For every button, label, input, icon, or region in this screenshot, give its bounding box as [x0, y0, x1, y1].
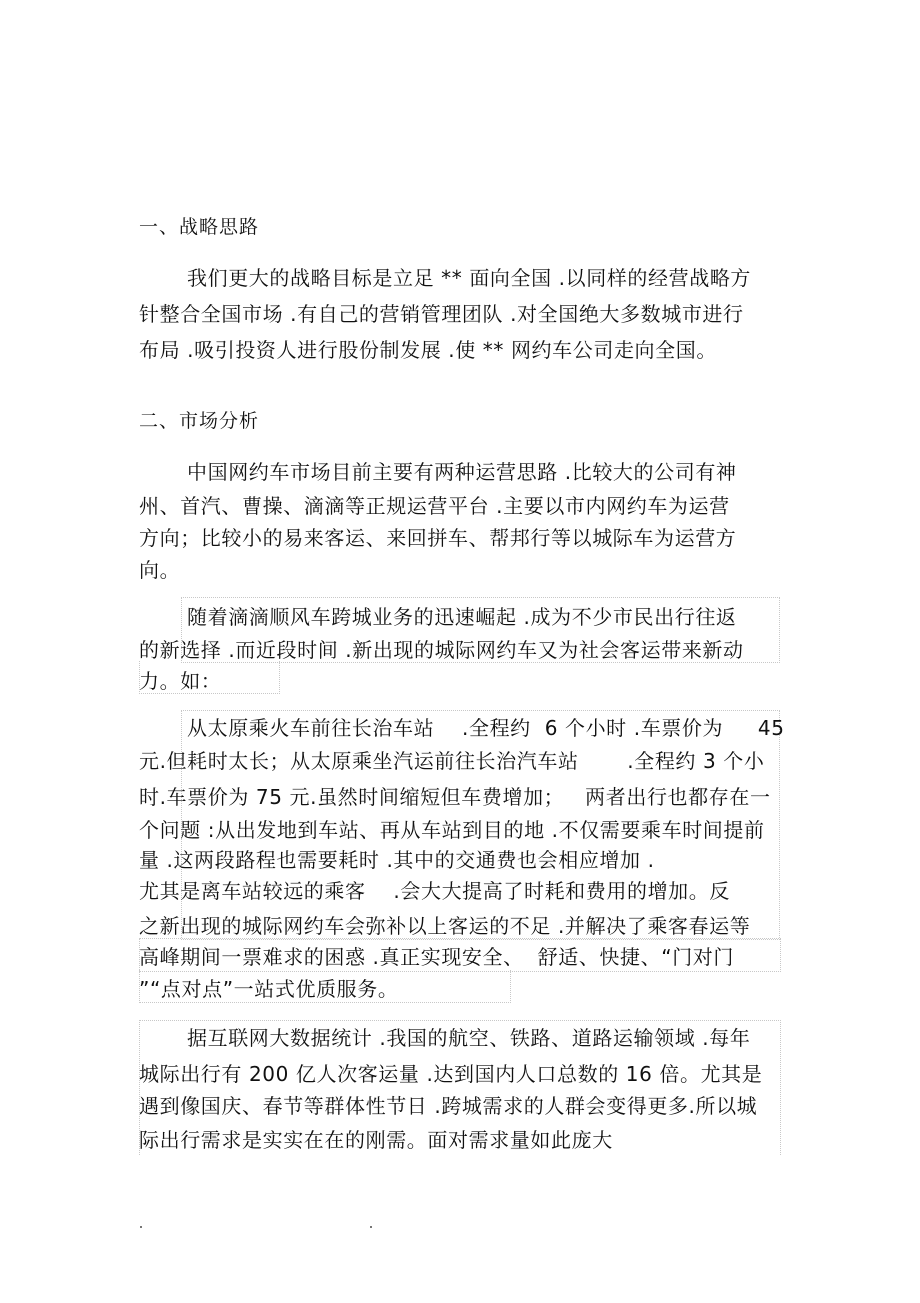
paragraph-line: 尤其是离车站较远的乘客 .会大大提高了时耗和费用的增加。反: [139, 879, 730, 903]
paragraph-line: 量 .这两段路程也需要耗时 .其中的交通费也会相应增加 .: [139, 848, 655, 872]
paragraph-line: 向。: [139, 558, 181, 582]
paragraph-line: 随着滴滴顺风车跨城业务的迅速崛起 .成为不少市民出行往返: [187, 605, 737, 629]
paragraph-line: ”“点对点”一站式优质服务。: [139, 977, 399, 1001]
paragraph-line: 个问题 :从出发地到车站、再从车站到目的地 .不仅需要乘车时间提前: [139, 818, 765, 842]
paragraph-line: 州、首汽、曹操、滴滴等正规运营平台 .主要以市内网约车为运营: [139, 494, 730, 518]
section-heading: 二、市场分析: [139, 410, 260, 432]
paragraph-line: 方向；比较小的易来客运、来回拼车、帮邦行等以城际车为运营方: [139, 526, 737, 550]
paragraph-line: 的新选择 .而近段时间 .新出现的城际网约车又为社会客运带来新动: [139, 638, 744, 662]
paragraph-line: 力。如：: [139, 669, 222, 693]
footer-dot: [370, 1226, 372, 1228]
paragraph-line: 遇到像国庆、春节等群体性节日 .跨城需求的人群会变得更多.所以城: [139, 1094, 758, 1118]
paragraph-line: 针整合全国市场 .有自己的营销管理团队 .对全国绝大多数城市进行: [139, 302, 744, 326]
paragraph-line: 我们更大的战略目标是立足 ** 面向全国 .以同样的经营战略方: [187, 266, 752, 290]
paragraph-line: 之新出现的城际网约车会弥补以上客运的不足 .并解决了乘客春运等: [139, 914, 751, 938]
footer-dot: [140, 1226, 142, 1228]
paragraph-line: 从太原乘火车前往长治车站 .全程约 6 个小时 .车票价为 45: [187, 716, 785, 740]
paragraph-line: 中国网约车市场目前主要有两种运营思路 .比较大的公司有神: [187, 460, 737, 484]
section-heading: 一、战略思路: [139, 216, 260, 238]
paragraph-line: 高峰期间一票难求的困惑 .真正实现安全、 舒适、快捷、“门对门: [139, 945, 734, 969]
paragraph-line: 际出行需求是实实在在的刚需。面对需求量如此庞大: [139, 1128, 613, 1152]
paragraph-line: 元.但耗时太长；从太原乘坐汽运前往长治汽车站 .全程约 3 个小: [139, 749, 765, 773]
paragraph-line: 布局 .吸引投资人进行股份制发展 .使 ** 网约车公司走向全国。: [139, 338, 717, 362]
paragraph-line: 时.车票价为 75 元.虽然时间缩短但车费增加； 两者出行也都存在一: [139, 785, 771, 809]
paragraph-line: 据互联网大数据统计 .我国的航空、铁路、道路运输领域 .每年: [187, 1026, 751, 1050]
paragraph-line: 城际出行有 200 亿人次客运量 .达到国内人口总数的 16 倍。尤其是: [139, 1062, 763, 1086]
